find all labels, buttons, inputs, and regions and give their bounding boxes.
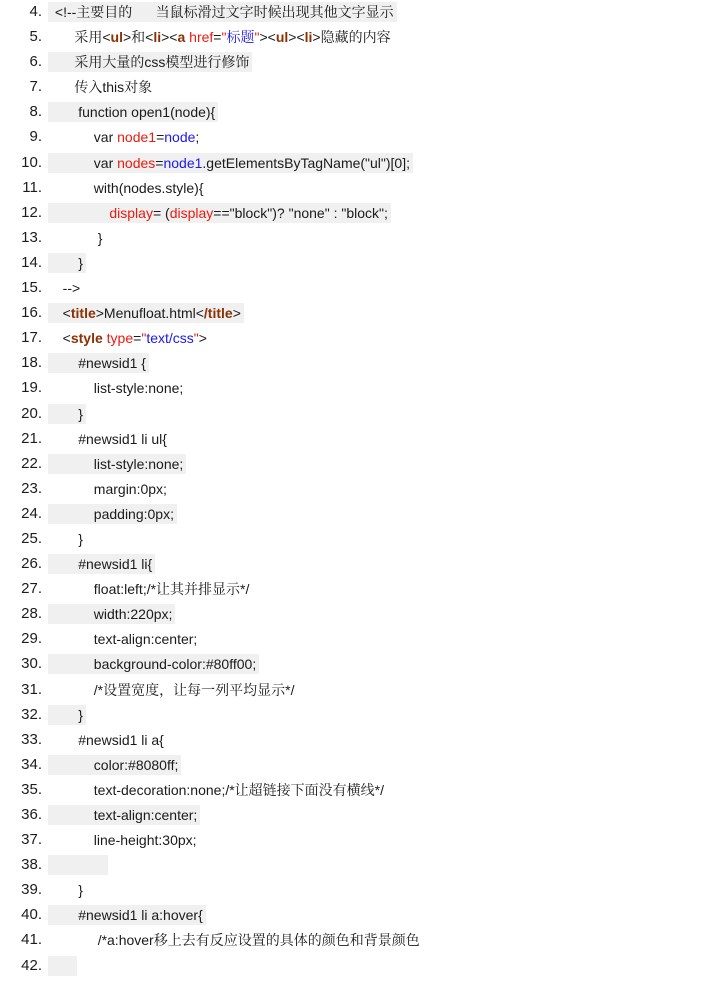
code-line (0, 353, 716, 378)
code-text (48, 705, 86, 725)
line-number: 27. (21, 580, 42, 598)
line-number: 37. (21, 831, 42, 849)
code-token: ; (195, 129, 200, 146)
code-line (0, 303, 716, 328)
code-token: > (232, 305, 241, 322)
code-token: = (133, 330, 142, 347)
line-number: 26. (21, 555, 42, 573)
code-text (48, 2, 397, 22)
code-text (48, 504, 177, 524)
code-token: var (93, 129, 118, 146)
line-number: 21. (21, 429, 42, 447)
line-number: 8. (29, 103, 42, 121)
code-token: list-style:none; (93, 455, 184, 472)
code-line (0, 2, 716, 27)
code-line (0, 805, 716, 830)
code-token: text/css (146, 330, 194, 347)
code-text (48, 554, 155, 574)
code-text (48, 654, 259, 674)
code-line (0, 730, 716, 755)
code-token: >< (288, 29, 305, 46)
code-text (48, 429, 170, 449)
code-token: node1 (163, 154, 203, 171)
code-text (48, 830, 200, 850)
code-token: >Menufloat.html< (95, 305, 204, 322)
code-token: margin:0px; (93, 480, 167, 497)
line-number: 38. (21, 856, 42, 874)
code-line (0, 454, 716, 479)
code-text (48, 404, 86, 424)
code-text (48, 77, 155, 97)
line-number: 41. (21, 931, 42, 949)
code-text (48, 353, 149, 373)
code-line (0, 253, 716, 278)
code-token: = (156, 129, 165, 146)
code-token: >隐藏的内容 (312, 29, 391, 46)
code-token: 采用< (74, 29, 111, 46)
code-token: " (193, 330, 199, 347)
code-token: } (78, 530, 83, 547)
code-token: padding:0px; (93, 505, 174, 522)
code-token: > (198, 330, 207, 347)
line-number: 30. (21, 655, 42, 673)
code-token: #newsid1 { (78, 355, 146, 372)
code-token: style (70, 330, 103, 347)
code-token: } (78, 405, 83, 422)
code-token: background-color:#80ff00; (93, 656, 257, 673)
line-number: 22. (21, 454, 42, 472)
code-token: function open1(node){ (78, 104, 216, 121)
line-number: 7. (29, 78, 42, 96)
code-line (0, 629, 716, 654)
code-text (48, 378, 186, 398)
code-token: text-align:center; (93, 807, 198, 823)
code-line (0, 855, 716, 880)
code-line (0, 178, 716, 203)
code-token: } (78, 706, 83, 723)
code-line (0, 127, 716, 152)
code-token: /*a:hover移上去有反应设置的具体的颜色和背景颜色 (97, 932, 420, 949)
code-token: line-height:30px; (93, 832, 197, 849)
line-number: 29. (21, 630, 42, 648)
code-line (0, 203, 716, 228)
code-token: " (221, 29, 227, 46)
code-token: >和< (122, 29, 154, 46)
code-line (0, 604, 716, 629)
code-token: .getElementsByTagName("ul")[0]; (202, 154, 411, 171)
code-text (48, 454, 186, 474)
line-number: 39. (21, 881, 42, 899)
code-line (0, 153, 716, 178)
code-token: li (153, 29, 162, 46)
code-text (48, 680, 297, 700)
code-line (0, 77, 716, 102)
code-token: >< (259, 29, 276, 46)
code-text (48, 880, 86, 900)
code-text (48, 730, 167, 750)
code-token: = ( (152, 204, 170, 221)
line-number: 40. (21, 906, 42, 924)
code-token: node1 (117, 129, 157, 146)
code-token: href (189, 29, 214, 46)
line-number: 6. (29, 53, 42, 71)
code-token: " (141, 330, 147, 347)
code-line (0, 328, 716, 353)
code-line (0, 930, 716, 955)
code-token: = (155, 154, 164, 171)
line-number: 18. (21, 354, 42, 372)
code-token: < (62, 330, 71, 347)
code-line (0, 404, 716, 429)
code-token: color:#8080ff; (93, 756, 179, 773)
code-text (48, 228, 105, 248)
code-token: /*设置宽度，让每一列平均显示*/ (93, 681, 295, 698)
code-text (48, 52, 252, 72)
line-number: 17. (21, 329, 42, 347)
code-text (48, 529, 86, 549)
code-token: li (304, 29, 313, 46)
code-token: display (109, 204, 153, 221)
code-text (48, 203, 391, 223)
code-text (48, 303, 244, 323)
code-token: with(nodes.style){ (93, 179, 204, 196)
code-token: = (213, 29, 222, 46)
code-token: } (97, 229, 103, 246)
code-token: type (106, 330, 134, 347)
code-line (0, 52, 716, 77)
code-line (0, 830, 716, 855)
code-text (48, 629, 200, 649)
line-number: 25. (21, 529, 42, 547)
code-token: ul (110, 29, 123, 46)
code-text (48, 930, 423, 950)
code-token: 传入this对象 (74, 79, 153, 96)
code-token: <!--主要目的 当鼠标滑过文字时候出现其他文字显示 (54, 4, 394, 20)
line-number: 34. (21, 755, 42, 773)
code-lines-container (0, 2, 716, 981)
code-text (48, 127, 202, 147)
code-line (0, 755, 716, 780)
code-viewer (0, 2, 716, 981)
line-number: 5. (29, 28, 42, 46)
code-text (48, 780, 387, 800)
line-number: 23. (21, 479, 42, 497)
code-token: ul (275, 29, 289, 46)
code-token: #newsid1 li ul{ (78, 430, 167, 447)
code-text (48, 604, 175, 624)
line-number: 15. (21, 279, 42, 297)
code-token: #newsid1 li{ (78, 556, 153, 573)
code-line (0, 27, 716, 52)
line-number: 10. (21, 153, 42, 171)
code-token: nodes (117, 154, 156, 171)
code-token: =="block")? "none" : "block"; (213, 204, 388, 221)
line-number: 11. (22, 178, 42, 196)
line-number: 12. (21, 203, 42, 221)
code-token: #newsid1 li a:hover{ (78, 907, 203, 924)
code-line (0, 102, 716, 127)
code-line (0, 228, 716, 253)
code-token: 采用大量的css模型进行修饰 (74, 54, 250, 71)
code-token: --> (62, 280, 81, 297)
code-line (0, 529, 716, 554)
code-line (0, 680, 716, 705)
code-text (48, 278, 83, 298)
code-text (48, 479, 170, 499)
code-token: float:left;/*让其并排显示*/ (93, 581, 250, 598)
line-number: 14. (21, 253, 42, 271)
code-line (0, 705, 716, 730)
code-token: display (169, 204, 214, 221)
code-token: /title (203, 305, 233, 322)
code-line (0, 905, 716, 930)
code-line (0, 554, 716, 579)
code-token: < (62, 305, 71, 322)
line-number: 33. (21, 730, 42, 748)
code-token: node (164, 129, 196, 146)
code-token: list-style:none; (93, 380, 184, 397)
code-token: title (70, 305, 96, 322)
line-number: 20. (21, 404, 42, 422)
code-line (0, 504, 716, 529)
code-token: width:220px; (93, 606, 173, 623)
code-line (0, 429, 716, 454)
code-text (48, 755, 181, 775)
code-text (48, 579, 252, 599)
line-number: 32. (21, 705, 42, 723)
code-line (0, 479, 716, 504)
code-token: var (93, 154, 118, 171)
code-line (0, 579, 716, 604)
line-number: 19. (21, 379, 42, 397)
line-number: 31. (21, 680, 42, 698)
code-token: " (254, 29, 260, 46)
line-number: 9. (29, 128, 42, 146)
code-text (48, 27, 394, 47)
code-line (0, 278, 716, 303)
code-text (48, 855, 108, 875)
line-number: 28. (21, 605, 42, 623)
code-text (48, 102, 218, 122)
line-number: 4. (29, 3, 42, 20)
line-number: 35. (21, 780, 42, 798)
code-token: text-decoration:none;/*让超链接下面没有横线*/ (93, 781, 385, 798)
code-text (48, 253, 86, 273)
code-text (48, 178, 207, 198)
code-text (48, 805, 200, 825)
code-text (48, 956, 77, 976)
code-line (0, 880, 716, 905)
code-text (48, 328, 210, 348)
code-line (0, 378, 716, 403)
code-line (0, 780, 716, 805)
line-number: 36. (21, 806, 42, 823)
line-number: 16. (21, 304, 42, 322)
code-text (48, 905, 206, 925)
code-text (48, 153, 413, 173)
code-token: text-align:center; (93, 631, 198, 648)
code-token: >< (161, 29, 178, 46)
code-line (0, 654, 716, 679)
line-number: 24. (21, 504, 42, 522)
code-line (0, 956, 716, 981)
code-token: 标题 (226, 29, 255, 46)
code-token: } (78, 254, 83, 271)
line-number: 42. (21, 956, 42, 974)
code-token: a (177, 29, 186, 46)
code-token: } (78, 882, 83, 899)
code-token: #newsid1 li a{ (78, 731, 164, 748)
line-number: 13. (21, 228, 42, 246)
